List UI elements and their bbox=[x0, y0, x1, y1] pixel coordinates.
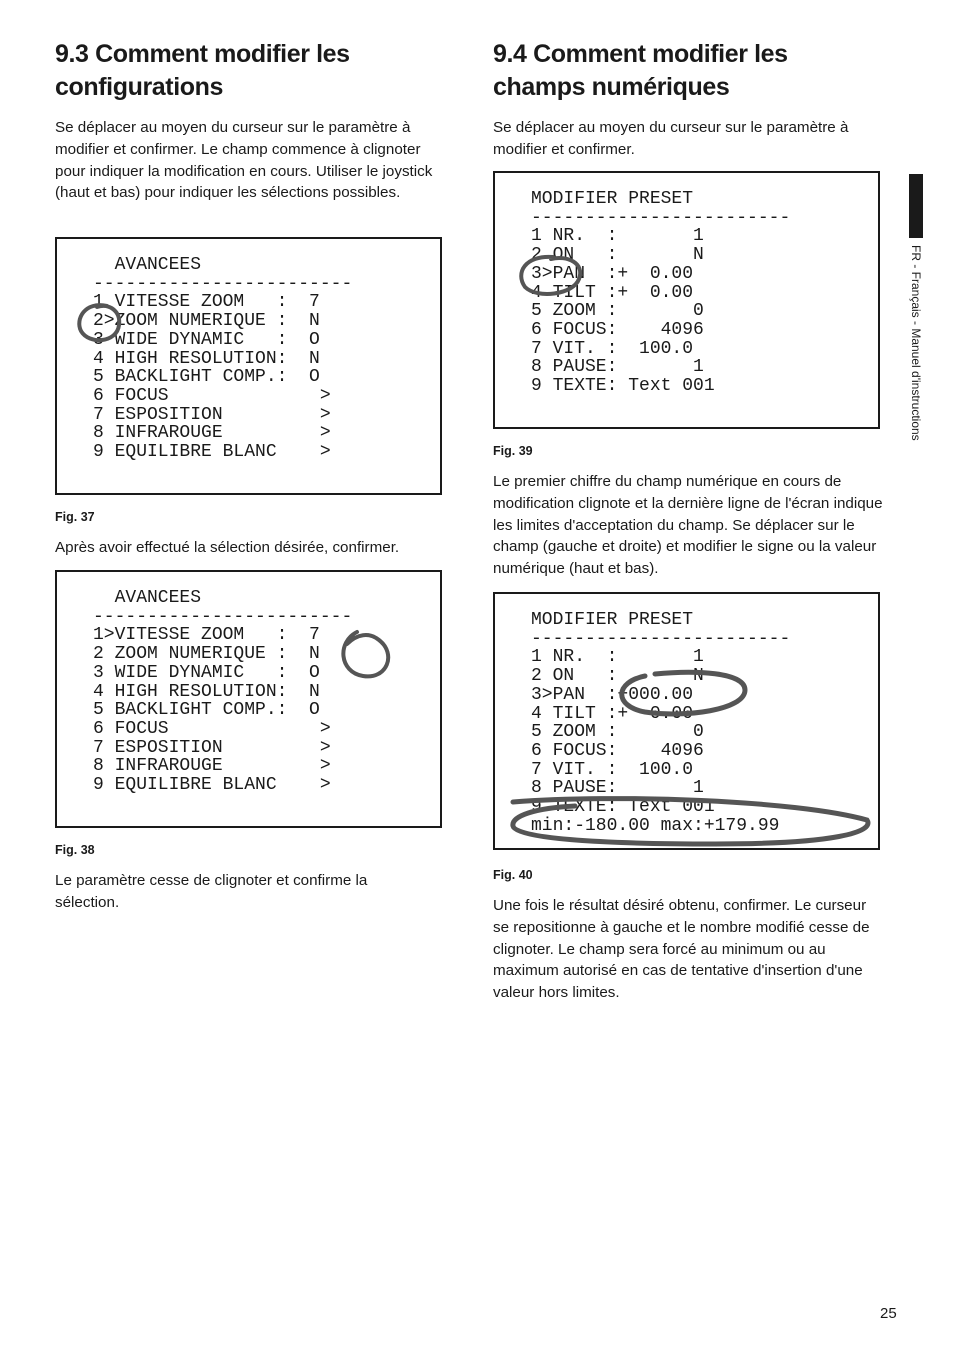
side-tab-bar bbox=[909, 174, 923, 238]
mid-paragraph: Le premier chiffre du champ numérique en cours de modification clignote et la dernière ligne de l'écran indique les limites d'acceptation du champ. Se déplacer sur le champ (gauche et droite) et modifier le signe ou la valeur numérique (haut et bas). bbox=[493, 473, 883, 578]
fig38-screen bbox=[55, 570, 442, 828]
fig37-text: AVANCEES ------------------------ 1 VITESSE ZOOM : 7 2>ZOOM NUMERIQUE : N 3 WIDE DYNAMIC : O 4 HIGH RESOLUTION: N 5 BACKLIGHT COMP.: O 6 FOCUS > 7 ESPOSITION > 8 INFRAROUGE > 9 EQUILIBRE BLANC > bbox=[93, 255, 353, 463]
title-line-2: champs numériques bbox=[493, 73, 730, 101]
fig37-highlight-circle bbox=[57, 239, 444, 497]
title-line-2: configurations bbox=[55, 73, 224, 101]
intro-paragraph: Se déplacer au moyen du curseur sur le paramètre à modifier et confirmer. bbox=[493, 119, 849, 158]
fig39-text: MODIFIER PRESET ------------------------ 1 NR. : 1 2 ON : N 3>PAN :+ 0.00 4 TILT :+ 0.00 5 ZOOM : 0 6 FOCUS: 4096 7 VIT. : 100.0 8 PAUSE: 1 9 TEXTE: Text 001 bbox=[531, 189, 791, 397]
title-line-1: 9.3 Comment modifier les bbox=[55, 40, 350, 68]
title-line-1: 9.4 Comment modifier les bbox=[493, 40, 788, 68]
end-paragraph: Le paramètre cesse de clignoter et confirme la sélection. bbox=[55, 872, 368, 911]
mid-paragraph: Après avoir effectué la sélection désirée, confirmer. bbox=[55, 539, 400, 556]
fig40-caption: Fig. 40 bbox=[493, 868, 533, 882]
fig38-caption: Fig. 38 bbox=[55, 843, 95, 857]
fig37-screen bbox=[55, 237, 442, 495]
fig39-highlight-circle bbox=[495, 173, 882, 431]
fig40-highlight-circles bbox=[495, 594, 882, 852]
fig37-caption: Fig. 37 bbox=[55, 510, 95, 524]
fig39-caption: Fig. 39 bbox=[493, 444, 533, 458]
fig38-highlight-circle bbox=[57, 572, 444, 830]
section-9-4 bbox=[493, 38, 888, 104]
section-title bbox=[493, 38, 888, 104]
intro-paragraph: Se déplacer au moyen du curseur sur le paramètre à modifier et confirmer. Le champ commence à clignoter pour indiquer la modification en cours. Utiliser le joystick (haut et bas) pour indiquer les sélections possibles. bbox=[55, 119, 433, 202]
fig39-screen bbox=[493, 171, 880, 429]
page-number: 25 bbox=[880, 1305, 897, 1322]
end-paragraph: Une fois le résultat désiré obtenu, confirmer. Le curseur se repositionne à gauche et le nombre modifié cesse de clignoter. Le champ sera forcé au minimum ou au maximum autorisé en cas de tentative d'insertion d'une valeur hors limites. bbox=[493, 897, 870, 1002]
fig40-screen bbox=[493, 592, 880, 850]
section-9-3 bbox=[55, 38, 445, 104]
fig40-text: MODIFIER PRESET ------------------------ 1 NR. : 1 2 ON : N 3>PAN :+000.00 4 TILT :+ 0.00 5 ZOOM : 0 6 FOCUS: 4096 7 VIT. : 100.0 8 PAUSE: 1 9 TEXTE: Text 001 min:-180.00 max:+179.99 bbox=[531, 610, 791, 836]
side-tab-label: FR - Français - Manuel d'instructions bbox=[909, 245, 923, 441]
fig38-text: AVANCEES ------------------------ 1>VITESSE ZOOM : 7 2 ZOOM NUMERIQUE : N 3 WIDE DYNAMIC : O 4 HIGH RESOLUTION: N 5 BACKLIGHT COMP.: O 6 FOCUS > 7 ESPOSITION > 8 INFRAROUGE > 9 EQUILIBRE BLANC > bbox=[93, 588, 353, 796]
section-title bbox=[55, 38, 445, 104]
